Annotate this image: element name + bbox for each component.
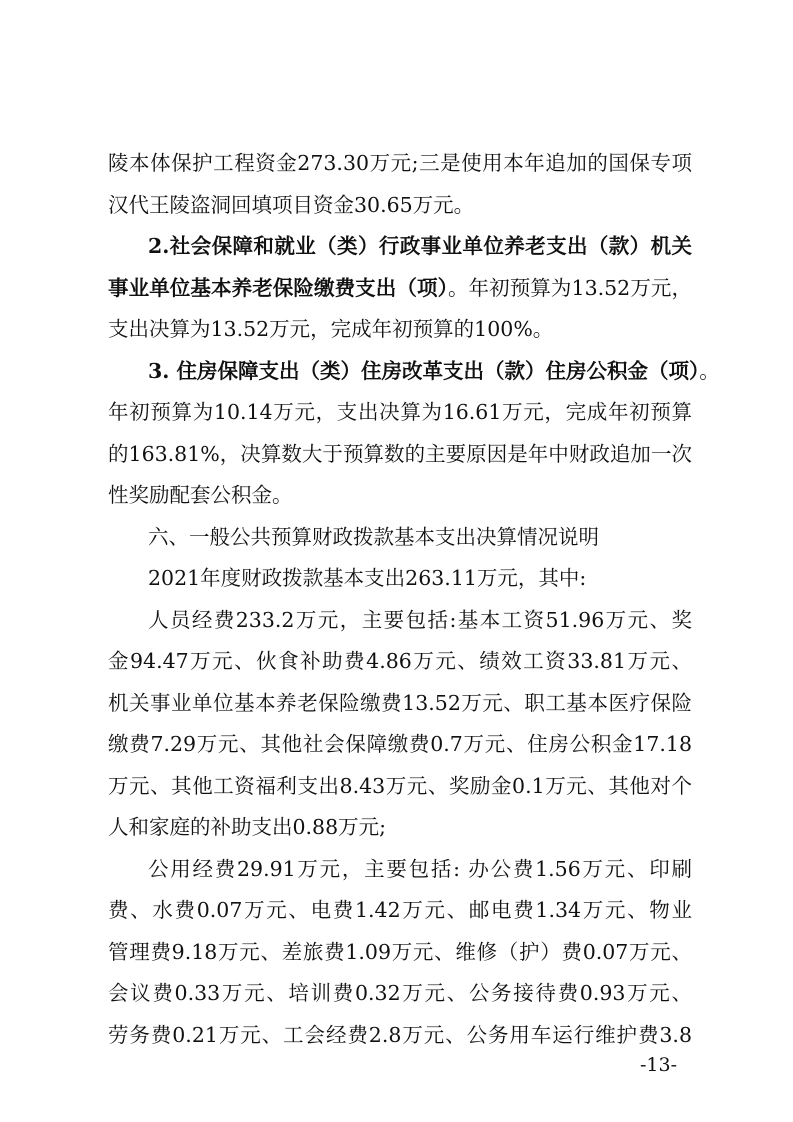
bold-text: 事业单位基本养老保险缴费支出（项） — [108, 276, 448, 300]
paragraph-line: 汉代王陵盗洞回填项目资金30.65万元。 — [108, 193, 475, 217]
paragraph-line: 2021年度财政拨款基本支出263.11万元，其中: — [148, 566, 587, 590]
paragraph-line: 陵本体保护工程资金273.30万元;三是使用本年追加的国保专项 — [108, 151, 692, 175]
page-number: -13- — [640, 1054, 678, 1076]
paragraph-line: 性奖励配套公积金。 — [108, 483, 293, 507]
paragraph-line: 会议费0.33万元、培训费0.32万元、公务接待费0.93万元、 — [108, 981, 692, 1005]
paragraph-line: 支出决算为13.52万元，完成年初预算的100%。 — [108, 317, 554, 341]
paragraph-line: 公用经费29.91万元，主要包括: 办公费1.56万元、印刷 — [148, 857, 692, 881]
paragraph-line — [148, 349, 720, 393]
paragraph-line — [108, 266, 692, 310]
paragraph-line: 年初预算为10.14万元，支出决算为16.61万元，完成年初预算 — [108, 400, 692, 424]
section-line-bold: 2.社会保障和就业（类）行政事业单位养老支出（款）机关 — [148, 234, 692, 258]
section-heading: 六、一般公共预算财政拨款基本支出决算情况说明 — [148, 525, 599, 549]
plain-text: 。 — [699, 359, 720, 383]
bold-text: 3. 住房保障支出（类）住房改革支出（款）住房公积金（项） — [148, 359, 700, 383]
paragraph-line: 管理费9.18万元、差旅费1.09万元、维修（护）费0.07万元、 — [108, 940, 692, 964]
paragraph-line: 机关事业单位基本养老保险缴费13.52万元、职工基本医疗保险 — [108, 691, 692, 715]
paragraph-line: 人和家庭的补助支出0.88万元; — [108, 815, 387, 839]
paragraph-line: 的163.81%，决算数大于预算数的主要原因是年中财政追加一次 — [108, 442, 692, 466]
paragraph-line: 人员经费233.2万元，主要包括:基本工资51.96万元、奖 — [148, 608, 692, 632]
plain-text: 。年初预算为13.52万元， — [447, 276, 693, 300]
paragraph-line: 万元、其他工资福利支出8.43万元、奖励金0.1万元、其他对个 — [108, 774, 692, 798]
paragraph-line: 劳务费0.21万元、工会经费2.8万元、公务用车运行维护费3.8 — [108, 1023, 692, 1047]
paragraph-line: 费、水费0.07万元、电费1.42万元、邮电费1.34万元、物业 — [108, 898, 692, 922]
paragraph-line: 缴费7.29万元、其他社会保障缴费0.7万元、住房公积金17.18 — [108, 732, 692, 756]
paragraph-line: 金94.47万元、伙食补助费4.86万元、绩效工资33.81万元、 — [108, 649, 692, 673]
